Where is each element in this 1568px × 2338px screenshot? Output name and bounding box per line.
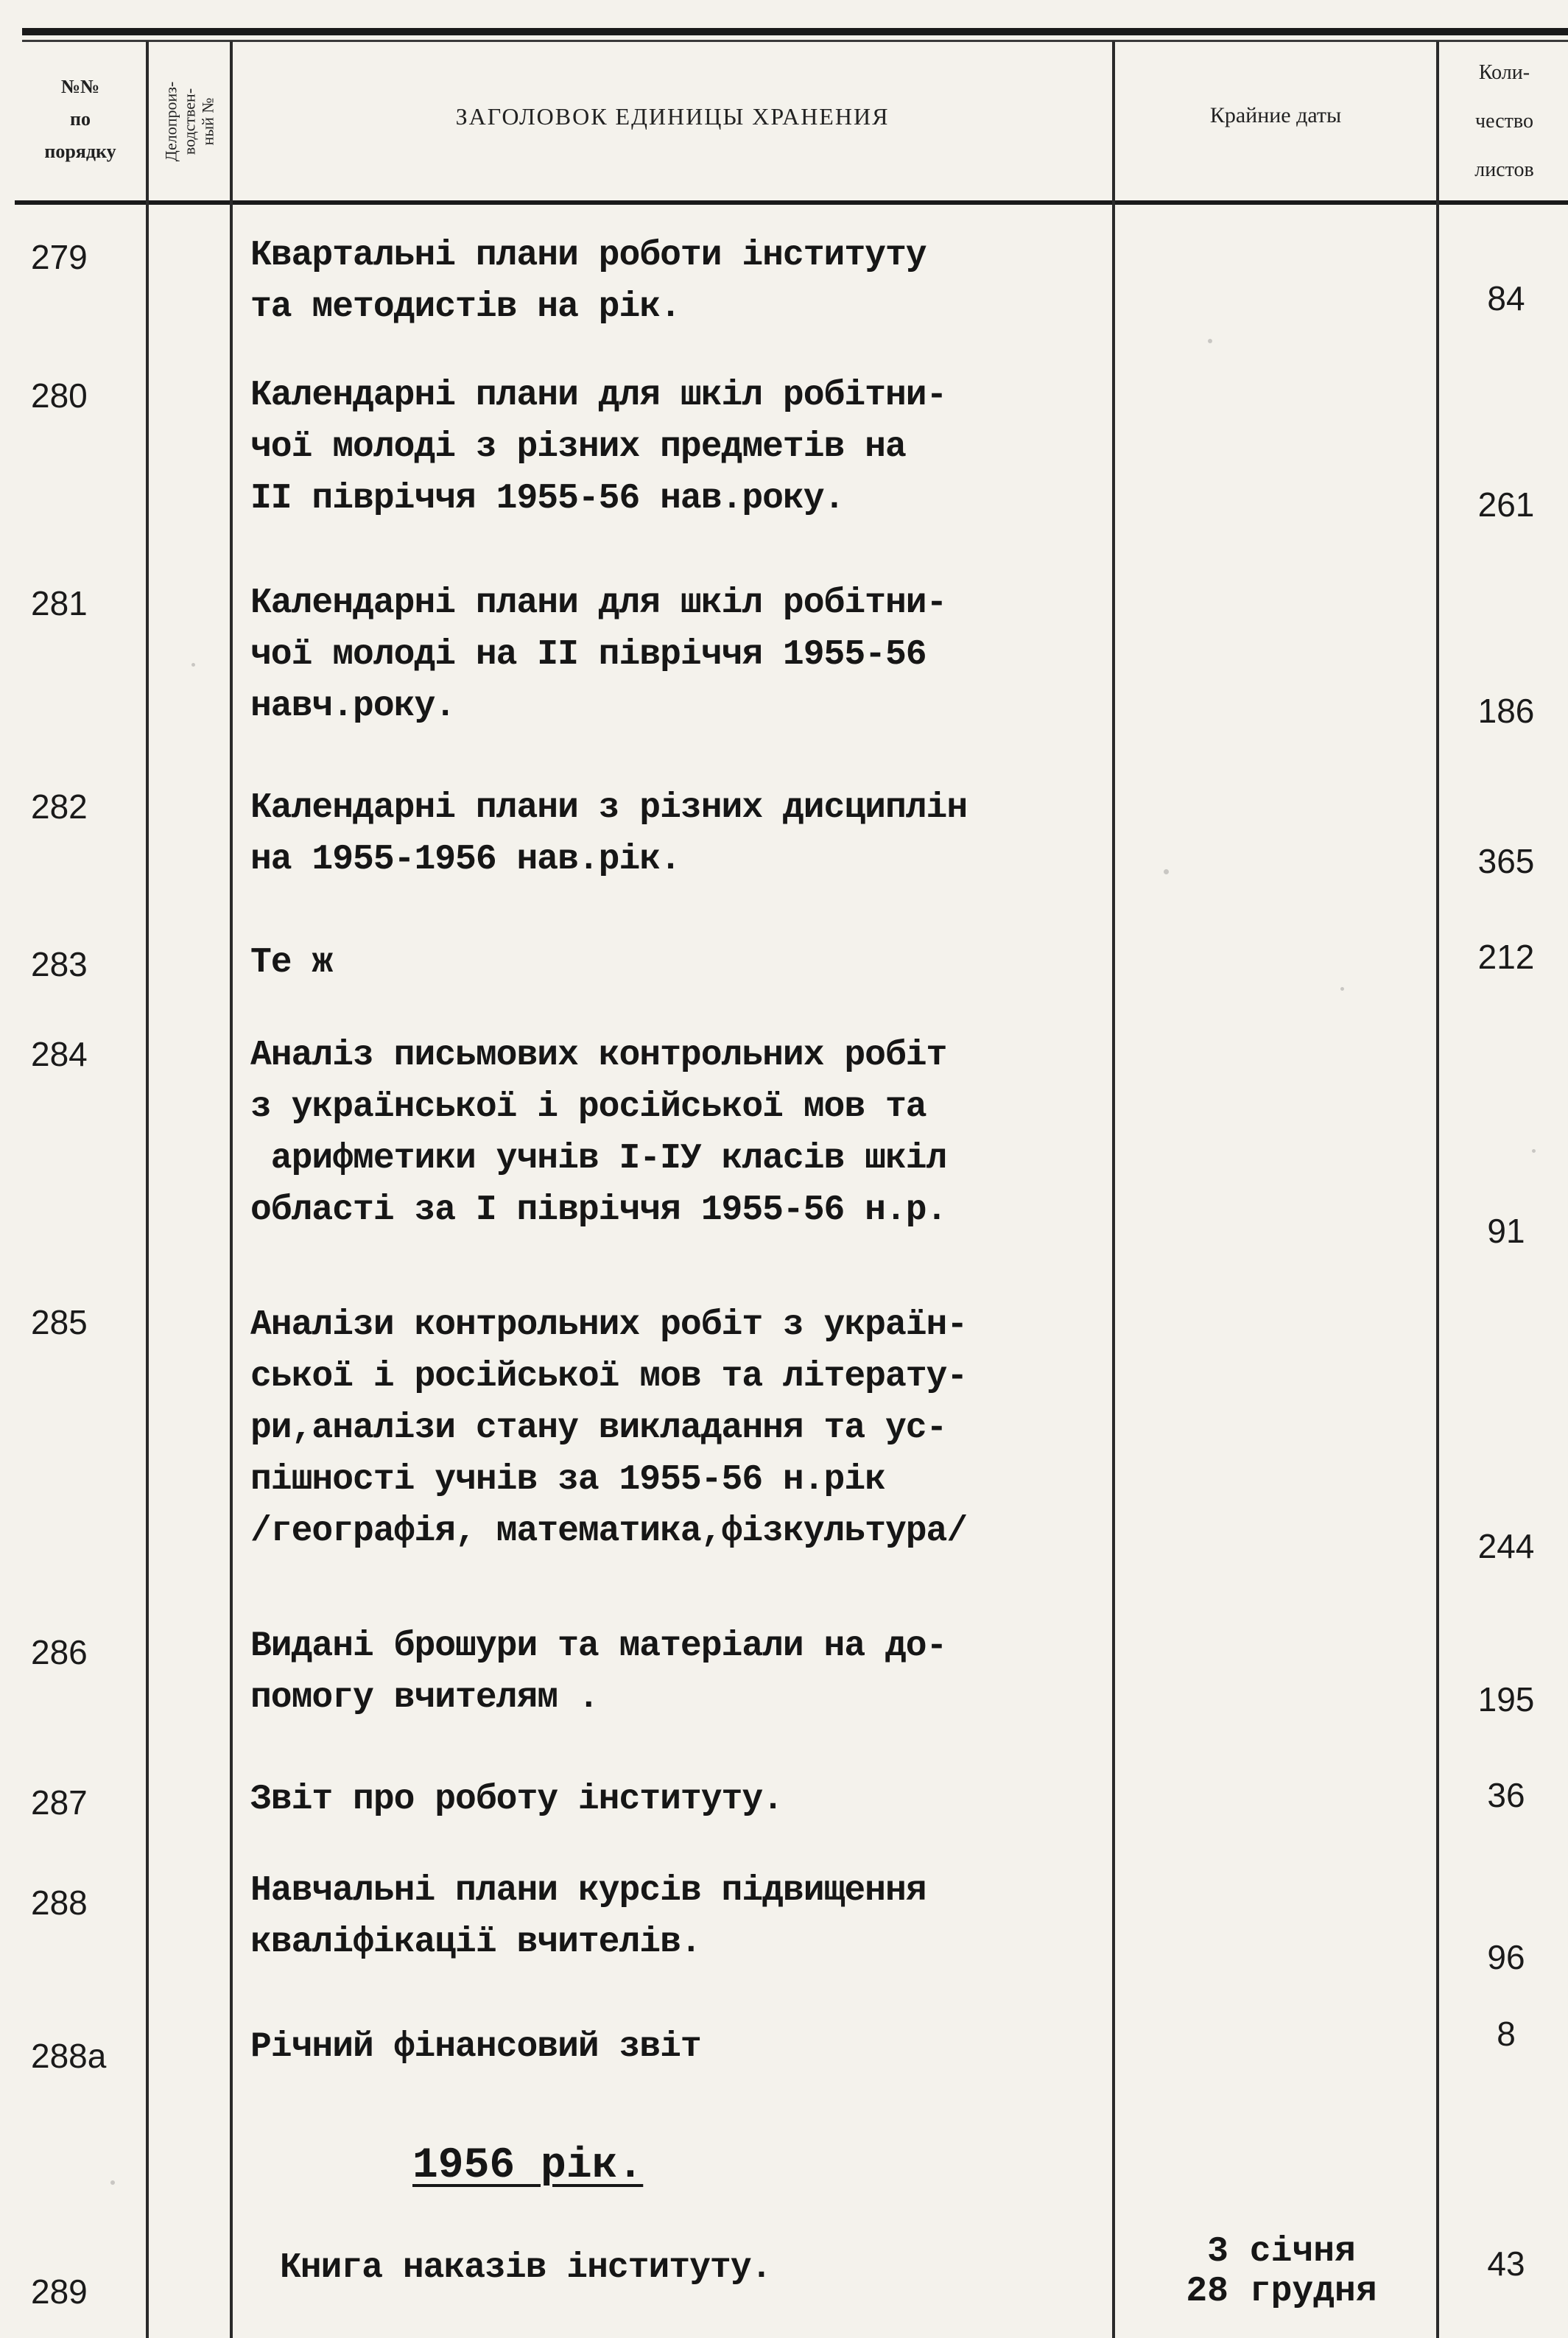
row-number: 288 xyxy=(31,1884,88,1922)
top-border-thin xyxy=(22,40,1568,42)
row-number: 286 xyxy=(31,1633,88,1671)
row-title: Навчальні плани курсів підвищення кваліфікації вчителів. xyxy=(250,1871,927,1962)
header-office-number-cell xyxy=(150,46,228,197)
row-number: 289 xyxy=(31,2272,88,2311)
row-sheets: 212 xyxy=(1477,938,1535,976)
row-sheets: 96 xyxy=(1487,1938,1525,1976)
paper-speck xyxy=(110,2180,115,2185)
row-sheets: 91 xyxy=(1487,1212,1525,1250)
row-title: Календарні плани з різних дисциплін на 1955-1956 нав.рік. xyxy=(250,788,968,880)
row-title: Звіт про роботу інституту. xyxy=(250,1780,783,1819)
header-number: №№ по порядку xyxy=(44,76,116,162)
column-divider xyxy=(230,41,233,2338)
row-sheets: 186 xyxy=(1477,692,1535,730)
row-number: 287 xyxy=(31,1783,88,1822)
column-divider xyxy=(146,41,149,2338)
row-sheets: 8 xyxy=(1497,2015,1516,2053)
header-office-number: Делопроиз- водствен- ный № xyxy=(161,81,217,162)
row-number: 283 xyxy=(31,945,88,983)
header-title: ЗАГОЛОВОК ЕДИНИЦЫ ХРАНЕНИЯ xyxy=(455,103,890,130)
row-number: 280 xyxy=(31,376,88,415)
row-number: 288а xyxy=(31,2037,107,2075)
row-title: Календарні плани для шкіл робітни- чої молоді з різних предметів на II півріччя 1955-56 нав.року. xyxy=(250,376,947,519)
paper-speck xyxy=(1532,1149,1536,1153)
row-number: 284 xyxy=(31,1035,88,1073)
row-sheets: 365 xyxy=(1477,842,1535,880)
row-title: Те ж xyxy=(250,943,333,983)
row-title: Аналізи контрольних робіт з україн- ської і російської мов та літерату- ри,аналізи стану викладання та ус- пішності учнів за 1955-56 н.рік /географія, математика,фізкультура/ xyxy=(250,1305,968,1551)
row-number: 285 xyxy=(31,1303,88,1341)
row-number: 282 xyxy=(31,787,88,826)
row-title: Видані брошури та матеріали на до- помогу вчителям . xyxy=(250,1626,947,1718)
row-title: Книга наказів інституту. xyxy=(280,2248,772,2288)
row-number: 279 xyxy=(31,238,88,276)
header-dates: Крайние даты xyxy=(1209,103,1342,127)
row-title: Річний фінансовий звіт xyxy=(250,2027,701,2067)
row-sheets: 244 xyxy=(1477,1527,1535,1565)
paper-speck xyxy=(1208,339,1212,343)
row-title: Аналіз письмових контрольних робіт з української і російської мов та арифметики учнів I-IУ класів шкіл області за I півріччя 1955-56 н.р. xyxy=(250,1036,947,1230)
row-sheets: 36 xyxy=(1487,1776,1525,1814)
paper-speck xyxy=(191,663,195,667)
row-sheets: 195 xyxy=(1477,1680,1535,1719)
header-bottom-border xyxy=(15,200,1568,205)
row-sheets: 261 xyxy=(1477,485,1535,524)
row-number: 281 xyxy=(31,584,88,622)
row-sheets: 43 xyxy=(1487,2244,1525,2283)
top-border xyxy=(22,28,1568,35)
row-sheets: 84 xyxy=(1487,279,1525,317)
paper-speck xyxy=(1340,987,1344,991)
header-sheets: Коли- чество листов xyxy=(1474,61,1534,181)
row-title: Календарні плани для шкіл робітни- чої молоді на II півріччя 1955-56 навч.року. xyxy=(250,583,947,726)
column-divider xyxy=(1436,41,1439,2338)
row-title: Квартальні плани роботи інституту та методистів на рік. xyxy=(250,236,927,327)
row-dates: 3 січня 28 грудня xyxy=(1186,2232,1377,2311)
year-heading: 1956 рік. xyxy=(412,2142,644,2190)
paper-speck xyxy=(1164,869,1169,874)
